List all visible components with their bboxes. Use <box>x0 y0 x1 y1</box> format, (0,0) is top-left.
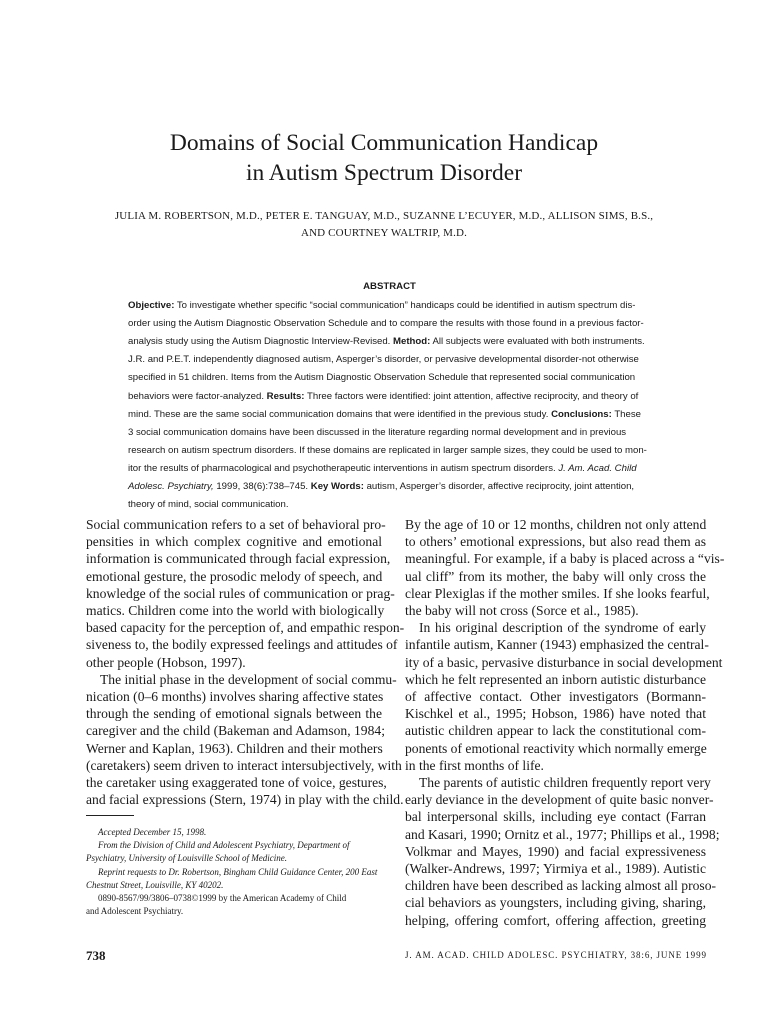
abstract-line: Adolesc. Psychiatry, 1999, 38(6):738–745. Key Words: autism, Asperger’s disorder, affective reciprocity, joint attention, <box>128 481 635 493</box>
body-text-line: In his original description of the syndrome of early <box>419 620 706 636</box>
footnote-affiliation: Psychiatry, University of Louisville School of Medicine. <box>86 853 287 864</box>
body-text-line: information is communicated through facial expression, <box>86 551 391 567</box>
body-text-line: the caretaker using exaggerated tone of voice, gestures, <box>86 775 387 791</box>
abstract-line: theory of mind, social communication. <box>128 499 289 511</box>
body-text-line: The parents of autistic children frequently report very <box>419 775 711 791</box>
abstract-line: analysis study using the Autism Diagnostic Interview-Revised. Method: All subjects were evaluated with both instruments. <box>128 336 645 348</box>
body-text-line: ponents of emotional reactivity which normally emerge <box>405 740 707 756</box>
body-text-line: Volkmar and Mayes, 1990) and facial expressiveness <box>405 843 706 859</box>
body-text-line: ual cliff” from its mother, the baby will only cross the <box>405 568 706 584</box>
body-text-line: other people (Hobson, 1997). <box>86 654 246 670</box>
body-text-line: Werner and Kaplan, 1963). Children and their mothers <box>86 740 383 756</box>
body-text-line: to others’ emotional expressions, but also read them as <box>405 534 706 550</box>
title-line: in Autism Spectrum Disorder <box>245 160 523 186</box>
body-text-line: the baby will not cross (Sorce et al., 1985). <box>405 603 639 619</box>
body-text-line: By the age of 10 or 12 months, children not only attend <box>405 517 707 532</box>
author-line: JULIA M. ROBERTSON, M.D., PETER E. TANGUAY, M.D., SUZANNE L’ECUYER, M.D., ALLISON SIMS, B.S., <box>114 210 654 222</box>
footnote-reprint: Chestnut Street, Louisville, KY 40202. <box>86 879 224 890</box>
abstract-line: order using the Autism Diagnostic Observation Schedule and to compare the results with those found in a previous factor- <box>128 318 644 330</box>
body-text-line: children have been described as lacking almost all proso- <box>405 878 717 894</box>
author-list <box>84 208 684 242</box>
body-text-line: in the first months of life. <box>405 757 544 773</box>
body-text-line: helping, offering comfort, offering affection, greeting <box>405 912 706 928</box>
article-title <box>84 128 684 188</box>
body-text-line: Social communication refers to a set of behavioral pro- <box>86 517 386 532</box>
body-text-line: of affective contact. Other investigators (Bormann- <box>405 689 706 705</box>
abstract-heading: ABSTRACT <box>363 281 416 292</box>
body-text-line: through the sending of emotional signals between the <box>86 706 382 722</box>
abstract-line: mind. These are the same social communication domains that were identified in the previous study. Conclusions: These <box>128 408 641 420</box>
body-text-line: knowledge of the social rules of communication or prag- <box>86 585 395 601</box>
author-line: AND COURTNEY WALTRIP, M.D. <box>300 227 467 239</box>
body-column-left <box>86 516 405 808</box>
abstract-line: research on autism spectrum disorders. If these domains are replicated in larger sample sizes, they could be used to mon- <box>128 444 647 456</box>
abstract-line: 3 social communication domains have been discussed in the literature regarding normal development and in previous <box>128 426 627 438</box>
footnote-divider <box>86 815 134 816</box>
body-text-line: pensities in which complex cognitive and emotional <box>86 534 382 550</box>
page-number: 738 <box>86 948 106 963</box>
footnote-affiliation: From the Division of Child and Adolescent Psychiatry, Department of <box>98 840 350 851</box>
body-text-line: caregiver and the child (Bakeman and Adamson, 1984; <box>86 723 385 739</box>
title-line: Domains of Social Communication Handicap <box>169 130 599 156</box>
body-text-line: bal interpersonal skills, including eye contact (Farran <box>405 809 706 825</box>
footnote-reprint: Reprint requests to Dr. Robertson, Bingham Child Guidance Center, 200 East <box>98 866 378 877</box>
abstract <box>128 278 651 514</box>
body-text-line: (Walker-Andrews, 1997; Yirmiya et al., 1989). Autistic <box>405 861 706 877</box>
body-text-line: infantile autism, Kanner (1943) emphasized the central- <box>405 637 709 653</box>
abstract-line: specified in 51 children. Items from the Autism Diagnostic Observation Schedule that represented social communication <box>128 372 636 384</box>
body-text-line: autistic children appear to lack the constitutional com- <box>405 723 706 739</box>
footnote-accepted: Accepted December 15, 1998. <box>98 827 207 837</box>
abstract-line: behaviors were factor-analyzed. Results: Three factors were identified: joint attention, affective reciprocity, and theory of <box>128 390 639 402</box>
body-text-line: clear Plexiglas if the mother smiles. If she looks fearful, <box>405 585 710 601</box>
body-text-line: Kischkel et al., 1995; Hobson, 1986) have noted that <box>405 706 706 722</box>
footnote-copyright: 0890-8567/99/3806–0738©1999 by the American Academy of Child <box>98 893 347 904</box>
body-text-line: The initial phase in the development of social commu- <box>100 671 397 687</box>
footnote-copyright: and Adolescent Psychiatry. <box>86 906 184 917</box>
abstract-line: Objective: To investigate whether specific “social communication” handicaps could be identified in autism spectrum dis- <box>128 300 636 312</box>
body-text-line: (caretakers) seem driven to interact intersubjectively, with <box>86 757 402 773</box>
footnotes <box>86 826 382 918</box>
body-text-line: and facial expressions (Stern, 1974) in play with the child. <box>86 792 404 808</box>
body-text-line: siveness to, the bodily expressed feelings and attitudes of <box>86 637 398 653</box>
body-text-line: nication (0–6 months) involves sharing affective states <box>86 689 384 705</box>
abstract-line: J.R. and P.E.T. independently diagnosed autism, Asperger’s disorder, or pervasive developmental disorder-not otherwise <box>128 354 639 366</box>
body-text-line: matics. Children come into the world with biologically <box>86 603 385 619</box>
body-text-line: based capacity for the perception of, and empathic respon- <box>86 620 405 636</box>
body-text-line: ity of a basic, pervasive disturbance in social development <box>405 654 723 670</box>
running-footer: J. AM. ACAD. CHILD ADOLESC. PSYCHIATRY, 38:6, JUNE 1999 <box>405 950 707 960</box>
body-text-line: which he felt represented an inborn autistic disturbance <box>405 671 706 687</box>
body-text-line: cial behaviors as youngsters, including giving, sharing, <box>405 895 706 911</box>
body-text-line: and Kasari, 1990; Ornitz et al., 1977; Phillips et al., 1998; <box>405 826 720 842</box>
abstract-body <box>128 297 651 514</box>
body-text-line: early deviance in the development of quite basic nonver- <box>405 792 714 808</box>
body-column-right <box>405 516 725 929</box>
body-text-line: emotional gesture, the prosodic melody of speech, and <box>86 568 383 584</box>
body-text-line: meaningful. For example, if a baby is placed across a “vis- <box>405 551 725 567</box>
abstract-line: itor the results of pharmacological and psychotherapeutic interventions in autism spectrum disorders. J. Am. Acad. Child <box>128 462 637 474</box>
